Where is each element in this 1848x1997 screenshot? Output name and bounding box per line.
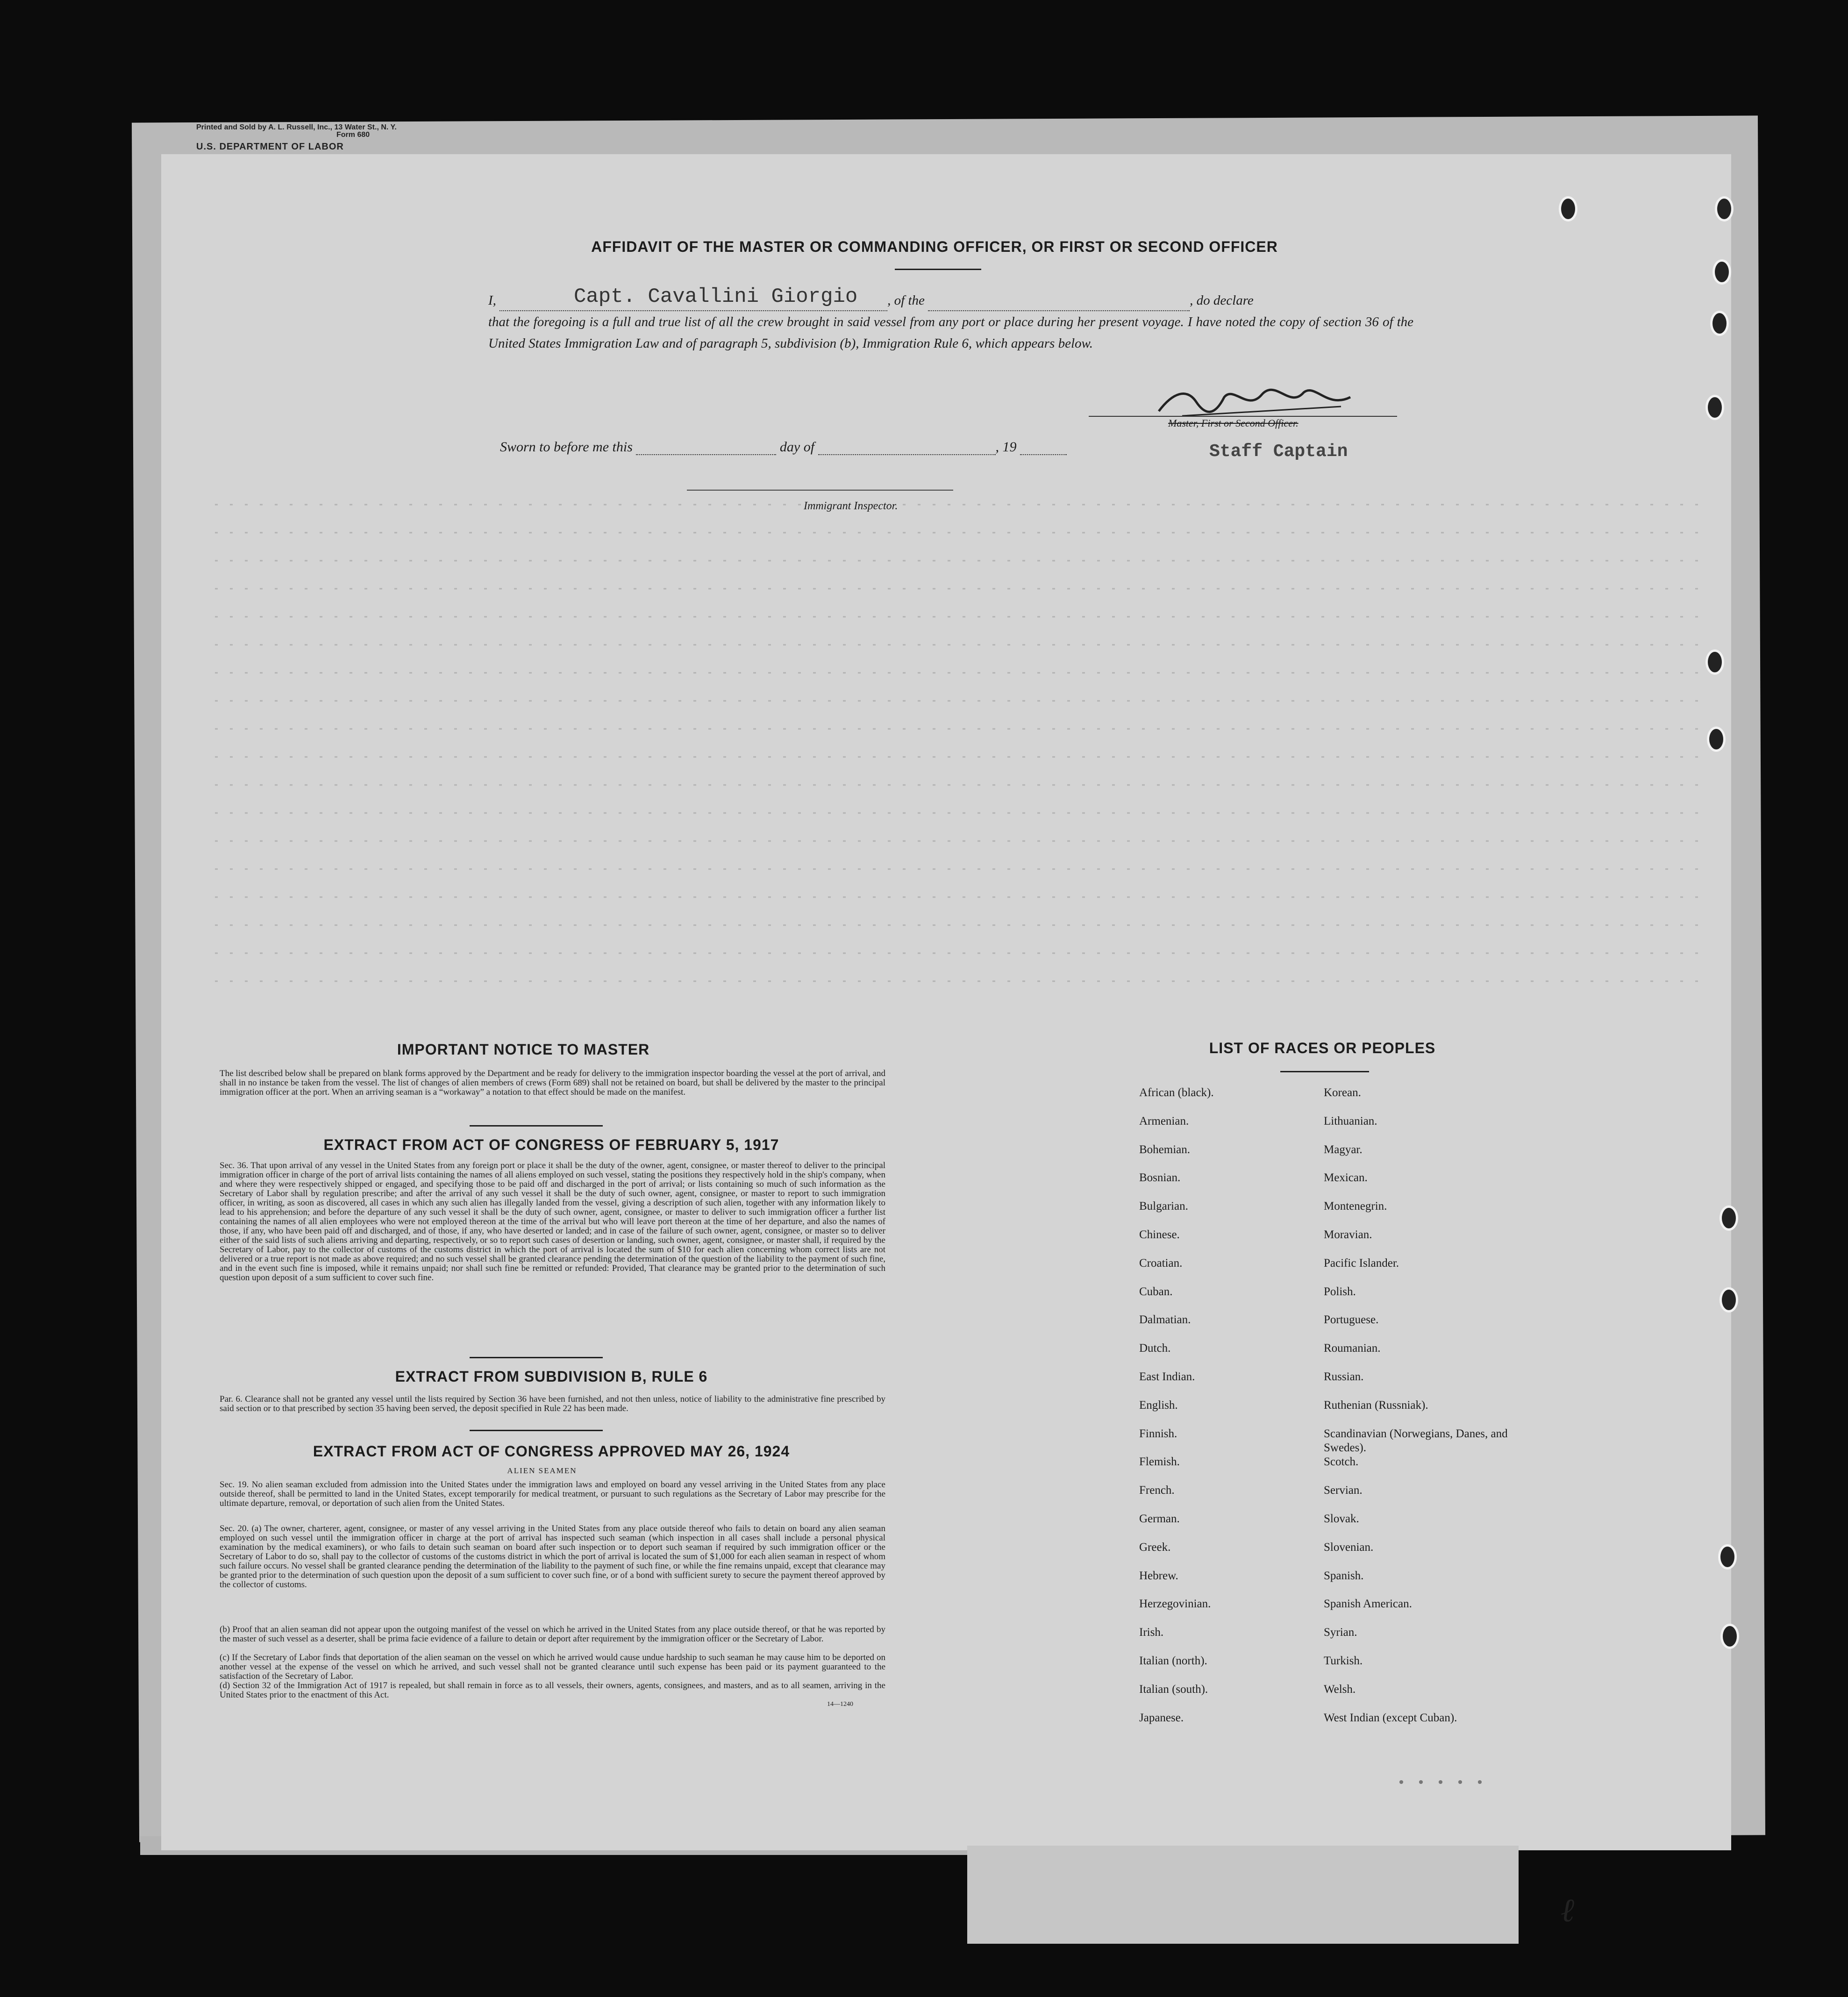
- sworn-date-field: [636, 454, 776, 455]
- races-title-rule: [1280, 1071, 1369, 1072]
- race-right-item: Magyar.: [1324, 1143, 1363, 1156]
- section-19-text: Sec. 19. No alien seaman excluded from admission into the United States under the immigration laws and employed on board any vessel arriving in the United States from any place outside thereof, shall be permitted to land in the United States, except temporarily for medical treatment, or pursuant to such regulations as the Secretary of Labor may prescribe for the ultimate departure, removal, or deportation of such alien from the United States.: [220, 1480, 885, 1508]
- race-left-item: Greek.: [1139, 1541, 1171, 1554]
- sworn-year-field: [1020, 454, 1067, 455]
- race-right-item: Scotch.: [1324, 1455, 1359, 1469]
- sworn-year-label: , 19: [995, 439, 1017, 455]
- race-left-item: Armenian.: [1139, 1114, 1189, 1127]
- race-left-item: French.: [1139, 1484, 1175, 1497]
- title-rule: [895, 269, 981, 270]
- race-left-item: Bohemian.: [1139, 1143, 1191, 1156]
- race-right-item: Russian.: [1324, 1370, 1364, 1383]
- race-left-item: German.: [1139, 1512, 1180, 1525]
- race-left-item: Chinese.: [1139, 1228, 1180, 1241]
- sworn-day-label: day of: [779, 439, 815, 455]
- punch-hole-icon: [1705, 395, 1724, 420]
- sworn-month-field: [818, 454, 996, 455]
- section-20a-text: Sec. 20. (a) The owner, charterer, agent, consignee, or master of any vessel arriving in the United States from any place outside thereof who fails to detain on board any alien seaman employed on such vessel until the immigration officer in charge at the port of arrival has inspected such seaman (which inspection in all cases shall include a personal physical examination by the medical examiners), or who fails to detain such seaman on board after such inspection or to deport such seaman if required by such immigration officer or the Secretary of Labor to do so, shall pay to the collector of customs of the customs district in which the port of arrival is located the sum of $1,000 for each alien seaman in respect of whom such failure occurs. No vessel shall be granted clearance pending the determination of the liability to the payment of such fine, or while the fine remains unpaid, except that clearance may be granted prior to the determination of such question upon the deposit of a sum sufficient to cover such fine, or of a bond with sufficient surety to secure the payment thereof approved by the collector of customs.: [220, 1524, 885, 1590]
- race-left-item: Croatian.: [1139, 1256, 1183, 1270]
- race-left-item: Hebrew.: [1139, 1569, 1178, 1582]
- punch-hole-icon: [1720, 1205, 1738, 1231]
- races-title: LIST OF RACES OR PEOPLES: [1209, 1040, 1436, 1056]
- race-left-item: Herzegovinian.: [1139, 1598, 1211, 1611]
- notice-text: The list described below shall be prepared on blank forms approved by the Department and be ready for delivery to the immigration inspector boarding the vessel at the port of arrival, and shall in no instance be taken from the vessel. The list of changes of alien members of crews (Form 689) shall not be retained on board, but shall be delivered by the master to the principal immigration officer at the port. When an arriving seaman is a “workaway” a notation to that effect should be made on the manifest.: [220, 1069, 885, 1097]
- race-left-item: East Indian.: [1139, 1370, 1195, 1383]
- extract-rule6-title: EXTRACT FROM SUBDIVISION B, RULE 6: [395, 1368, 708, 1385]
- signature-line: [1089, 416, 1397, 417]
- race-left-item: Bosnian.: [1139, 1171, 1181, 1184]
- signer-caption: Master, First or Second Officer.: [1168, 417, 1299, 429]
- punch-hole-icon: [1712, 259, 1731, 285]
- punch-hole-icon: [1718, 1544, 1737, 1569]
- race-left-item: Bulgarian.: [1139, 1200, 1188, 1213]
- margin-handwriting: ℓ: [1561, 1893, 1575, 1929]
- race-left-item: Finnish.: [1139, 1427, 1177, 1440]
- extract-1917-title: EXTRACT FROM ACT OF CONGRESS OF FEBRUARY 5, 1917: [323, 1136, 779, 1153]
- affidavit-title: AFFIDAVIT OF THE MASTER OR COMMANDING OFFICER, OR FIRST OR SECOND OFFICER: [591, 238, 1278, 255]
- printer-imprint: [196, 124, 397, 139]
- section-rule: [470, 1357, 603, 1358]
- race-left-item: Cuban.: [1139, 1285, 1173, 1298]
- sworn-line: [500, 439, 1067, 455]
- section-rule: [470, 1125, 603, 1127]
- race-right-item: Lithuanian.: [1324, 1114, 1377, 1127]
- race-right-item: Syrian.: [1324, 1626, 1357, 1639]
- race-right-item: Slovak.: [1324, 1512, 1359, 1525]
- race-right-item: Turkish.: [1324, 1655, 1363, 1667]
- race-left-item: Dalmatian.: [1139, 1313, 1191, 1327]
- race-right-item: West Indian (except Cuban).: [1324, 1711, 1457, 1724]
- race-left-item: Irish.: [1139, 1626, 1164, 1639]
- race-right-item: Portuguese.: [1324, 1313, 1379, 1327]
- extract-rule6-text: Par. 6. Clearance shall not be granted any vessel until the lists required by Section 36 have been furnished, and not then unless, notice of liability to the administrative fine prescribed by said section or to that prescribed by section 35 having been served, the deposit specified in Rule 22 has been made.: [220, 1394, 885, 1413]
- faded-stamp: • • • • •: [1397, 1776, 1486, 1791]
- race-right-item: Polish.: [1324, 1285, 1356, 1298]
- form-code: 14—1240: [827, 1701, 853, 1708]
- printer-line: Printed and Sold by A. L. Russell, Inc., 13 Water St., N. Y.: [196, 123, 397, 131]
- punch-hole-icon: [1559, 196, 1577, 221]
- affidavit-body: that the foregoing is a full and true list of all the crew brought in said vessel from any port or place during her present voyage. I have noted the copy of section 36 of the United States Immigration Law and of paragraph 5, subdivision (b), Immigration Rule 6, which appears below.: [488, 314, 1413, 351]
- section-rule: [470, 1430, 603, 1431]
- race-right-item: Slovenian.: [1324, 1541, 1374, 1554]
- race-right-item: Spanish.: [1324, 1569, 1364, 1582]
- race-right-item: Ruthenian (Russniak).: [1324, 1398, 1428, 1412]
- i-label: I,: [488, 293, 496, 308]
- race-right-item: Moravian.: [1324, 1228, 1372, 1241]
- form-number: Form 680: [336, 131, 370, 139]
- race-right-item: Mexican.: [1324, 1171, 1368, 1184]
- race-left-item: Flemish.: [1139, 1455, 1180, 1469]
- notice-title: IMPORTANT NOTICE TO MASTER: [397, 1041, 650, 1058]
- punch-hole-icon: [1720, 1624, 1739, 1649]
- section-20c-text: (c) If the Secretary of Labor finds that deportation of the alien seaman on the vessel on which he arrived would cause undue hardship to such seaman he may cause him to be deported on another vessel at the expense of the vessel on which he arrived, and such vessel shall not be granted clearance until such expense has been paid or its payment guaranteed to the satisfaction of the Secretary of Labor.: [220, 1653, 885, 1681]
- inspector-signature-line: [687, 490, 953, 491]
- race-right-item: Montenegrin.: [1324, 1200, 1387, 1213]
- race-left-item: African (black).: [1139, 1086, 1214, 1099]
- sworn-prefix: Sworn to before me this: [500, 439, 633, 455]
- extract-1917-text: Sec. 36. That upon arrival of any vessel in the United States from any foreign port or place it shall be the duty of the owner, agent, consignee, or master thereof to deliver to the principal immigration officer in charge of the port of arrival lists containing the names of all aliens employed on such vessel, stating the positions they respectively hold in the ship's company, when and where they were respectively shipped or engaged, and specifying those to be paid off and discharged in the port of arrival; or lists containing so much of such information as the Secretary of Labor shall by regulation prescribe; and after the arrival of any such vessel it shall be the duty of such owner, agent, consignee, or master to report to such immigration officer, in writing, as soon as discovered, all cases in which any such alien has illegally landed from the vessel, giving a description of such alien, together with any information likely to lead to his apprehension; and before the departure of any such vessel it shall be the duty of such owner, agent, consignee, or master to deliver to such immigration officer a further list containing the names of all alien employees who were not employed thereon at the time of the arrival but who will leave port thereon at the time of her departure, and also the names of those, if any, who have been paid off and discharged, and of those, if any, who have deserted or landed; and in case of the failure of such owner, agent, consignee, or master so to deliver either of the said lists of such aliens arriving and departing, respectively, or so to report such cases of desertion or landing, such owner, agent, consignee, or master shall, if required by the Secretary of Labor, pay to the collector of customs of the customs district in which the port of arrival is located the sum of $10 for each alien concerning whom correct lists are not delivered or a true report is not made as above required; and no such vessel shall be granted clearance pending the determination of the question of the liability to the payment of such fine, and in the event such fine is imposed, while it remains unpaid; nor shall such fine be remitted or refunded: Provided, That clearance may be granted prior to the determination of such question upon deposit of a sum sufficient to cover such fine.: [220, 1161, 885, 1283]
- race-right-item: Servian.: [1324, 1484, 1363, 1497]
- extract-1924-title: EXTRACT FROM ACT OF CONGRESS APPROVED MAY 26, 1924: [313, 1443, 790, 1460]
- race-right-item: Spanish American.: [1324, 1598, 1412, 1611]
- section-20d-text: (d) Section 32 of the Immigration Act of 1917 is repealed, but shall remain in force as to all vessels, their owners, agents, consignees, and masters, and as to all seamen, arriving in the United States prior to the enactment of this Act.: [220, 1681, 885, 1700]
- race-right-item: Welsh.: [1324, 1683, 1356, 1696]
- race-left-item: Italian (north).: [1139, 1655, 1207, 1667]
- race-left-item: English.: [1139, 1398, 1178, 1412]
- race-right-item: Pacific Islander.: [1324, 1256, 1399, 1270]
- signature-scrawl: [1154, 383, 1355, 421]
- signer-title-stamp: Staff Captain: [1209, 442, 1348, 462]
- inspector-label: Immigrant Inspector.: [804, 500, 898, 512]
- race-left-item: Dutch.: [1139, 1342, 1171, 1355]
- master-name-typed: Capt. Cavallini Giorgio: [574, 285, 858, 308]
- bleed-through-ruling: [215, 486, 1710, 1023]
- section-20b-text: (b) Proof that an alien seaman did not appear upon the outgoing manifest of the vessel on which he arrived in the United States from any place outside thereof, or that he was reported by the master of such vessel as a deserter, shall be prima facie evidence of a failure to detain or deport after requirement by the immigration officer or the Secretary of Labor.: [220, 1625, 885, 1644]
- punch-hole-icon: [1720, 1287, 1738, 1312]
- do-declare-label: , do declare: [1190, 293, 1254, 308]
- race-left-item: Italian (south).: [1139, 1683, 1208, 1696]
- of-the-label: , of the: [887, 293, 925, 308]
- sheet-torn-tab: [967, 1846, 1519, 1944]
- department-name: U.S. DEPARTMENT OF LABOR: [196, 142, 344, 152]
- race-right-item: Korean.: [1324, 1086, 1361, 1099]
- punch-hole-icon: [1715, 196, 1734, 221]
- race-right-item: Roumanian.: [1324, 1342, 1381, 1355]
- punch-hole-icon: [1710, 311, 1729, 336]
- race-right-item: Scandinavian (Norwegians, Danes, and Swedes).: [1324, 1427, 1508, 1454]
- race-left-item: Japanese.: [1139, 1711, 1184, 1724]
- extract-1924-subtitle: ALIEN SEAMEN: [507, 1466, 577, 1475]
